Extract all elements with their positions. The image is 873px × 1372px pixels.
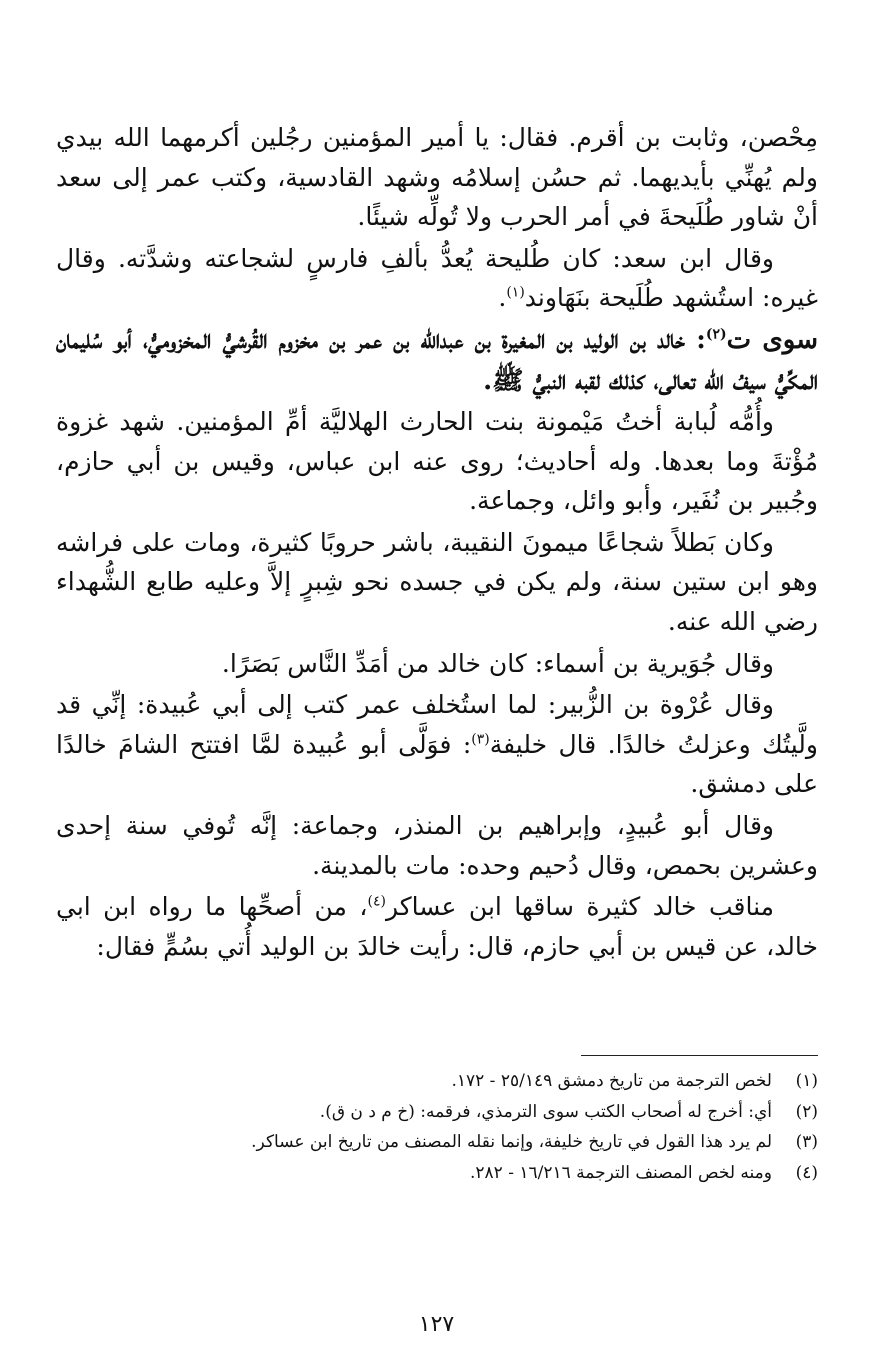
book-code: سوى ت [726, 324, 818, 355]
paragraph-juwayriya: وقال جُوَيرية بن أسماء: كان خالد من أمَدِّ النَّاس بَصَرًا. [221, 648, 774, 678]
paragraph-urwa [56, 685, 818, 804]
paragraph-text: . [498, 283, 507, 313]
footnote-4 [56, 1158, 818, 1189]
paragraph-text: وقال عُرْوة بن الزُّبير: لما استُخلف عمر كتب إلى أبي عُبيدة: إنِّي قد ولَّيتُك وعزلتُ خالدًا. قال خليفة [56, 690, 818, 759]
paragraph-manaqib [56, 887, 818, 966]
footnote-divider [581, 1055, 818, 1056]
footnote-text: أي: أخرج له أصحاب الكتب سوى الترمذي، فرقمه: (خ م د ن ق). [319, 1101, 772, 1122]
paragraph-text: ، من أصحِّها ما رواه ابن ابي خالد، عن قيس بن أبي حازم، قال: رأيت خالدَ بن الوليد أُتي بسُمٍّ فقال: [56, 892, 818, 961]
paragraph-text: مناقب خالد كثيرة ساقها ابن عساكر [385, 892, 775, 922]
footnote-3 [56, 1127, 818, 1158]
paragraph-death: وقال أبو عُبيدٍ، وإبراهيم بن المنذر، وجماعة: إنَّه تُوفي سنة إحدى وعشرين بحمص، وقال دُحيم وحده: مات بالمدينة. [56, 810, 818, 880]
footnote-number: (٤) [795, 1162, 818, 1183]
footnote-text: ومنه لخص المصنف الترجمة ١٦/٢١٦ - ٢٨٢. [470, 1162, 772, 1183]
footnote-marker[interactable]: (٣) [471, 731, 490, 748]
footnote-1 [56, 1066, 818, 1097]
paragraph-ibn-saad [56, 239, 818, 318]
footnote-number: (٣) [795, 1132, 818, 1152]
paragraph-mother: وأُمُّه لُبابة أختُ مَيْمونة بنت الحارث الهلاليَّة أمِّ المؤمنين. شهد غزوة مُؤْتةَ وما بعدها. وله أحاديث؛ روى عنه ابن عباس، وقيس بن أبي حازم، وجُبير بن نُفَير، وأبو وائل، وجماعة. [56, 406, 818, 516]
footnote-number: (٢) [795, 1101, 818, 1122]
footnote-text: لخص الترجمة من تاريخ دمشق ٢٥/١٤٩ - ١٧٢. [451, 1071, 772, 1091]
paragraph-text: : فوَلَّى أبو عُبيدة لمَّا افتتح الشامَ خالدًا على دمشق. [56, 729, 818, 799]
footnote-marker[interactable]: (٢) [705, 326, 727, 343]
biography-heading [56, 320, 818, 402]
main-text [56, 118, 818, 966]
footnote-number: (١) [795, 1071, 818, 1091]
paragraph-hero: وكان بَطلاً شجاعًا ميمونَ النقيبة، باشر حروبًا كثيرة، ومات على فراشه وهو ابن ستين سنة، ولم يكن في جسده نحو شِبرٍ إلاَّ وعليه طابع الشُّهداء رضي الله عنه. [56, 527, 818, 636]
paragraph-text: وقال ابن سعد: كان طُليحة يُعدُّ بألفِ فارسٍ لشجاعته وشدَّته. وقال غيره: استُشهد طُلَيحة بنَهَاوند [56, 243, 818, 313]
footnote-marker[interactable]: (٤) [367, 893, 386, 910]
footnote-marker[interactable]: (١) [506, 285, 525, 302]
page-number: ١٢٧ [418, 1312, 455, 1337]
footnote-text: لم يرد هذا القول في تاريخ خليفة، وإنما نقله المصنف من تاريخ ابن عساكر. [251, 1132, 772, 1152]
paragraph-thabit: مِحْصن، وثابت بن أقرم. فقال: يا أمير المؤمنين رجُلين أكرمهما الله بيدي ولم يُهنِّي بأيديهما. ثم حسُن إسلامُه وشهد القادسية، وكتب عمر إلى سعد أنْ شاور طُلَيحةَ في أمر الحرب ولا تُولِّه شيئًا. [56, 123, 818, 232]
footnote-2 [56, 1097, 818, 1128]
biography-name: : خالد بن الوليد بن المغيرة بن عبدالله بن عمر بن مخزوم القُرشيُّ المخزوميُّ، أبو سُليمان المكِّيُّ سيفُ الله تعالى، كذلك لقبه النبيُّ ﷺ. [56, 324, 818, 396]
footnotes [56, 1066, 818, 1188]
